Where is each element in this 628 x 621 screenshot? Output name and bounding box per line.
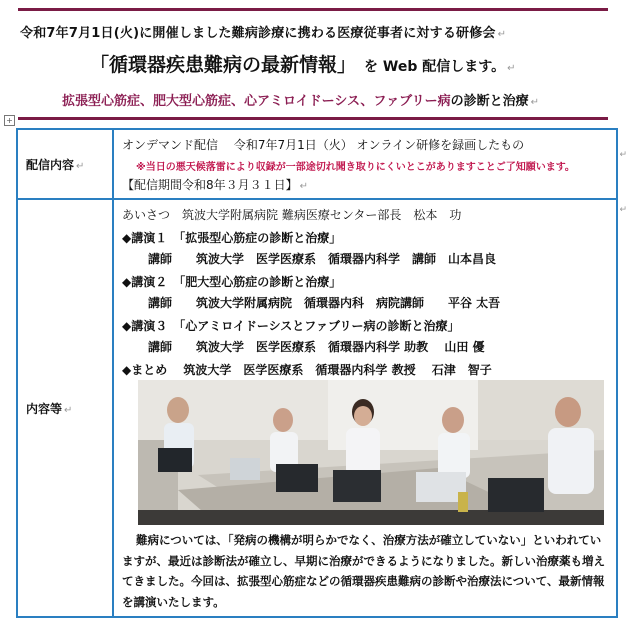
subtitle-tail: の診断と治療 — [450, 94, 529, 109]
page-title: 「循環器疾患難病の最新情報」 を Web 配信します。 ↵ — [90, 54, 516, 76]
content-table — [16, 128, 618, 618]
table-move-handle-icon[interactable]: + — [4, 115, 15, 126]
intro-line: 令和7年7月1日(火)に開催しました難病診療に携わる医療従事者に対する研修会 ↵ — [20, 26, 507, 41]
lecture1-title: ◆講演１ 「拡張型心筋症の診断と治療」 — [122, 231, 342, 245]
lecture3-title: ◆講演３ 「心アミロイドーシスとファブリー病の診断と治療」 — [122, 319, 460, 333]
delivery-note: ※当日の悪天候落雷により収録が一部途切れ聞き取りにくいとこがありますことご了知願います。 — [136, 162, 575, 173]
top-rule — [18, 8, 608, 11]
lecture1-speaker: 講師 筑波大学 医学医療系 循環器内科学 講師 山本昌良 — [148, 252, 497, 266]
meeting-photo — [138, 380, 604, 525]
title-main: 「循環器疾患難病の最新情報」 — [90, 54, 357, 76]
lecture2-speaker: 講師 筑波大学附属病院 循環器内科 病院講師 平谷 太吾 — [148, 296, 501, 310]
lecture3-speaker: 講師 筑波大学 医学医療系 循環器内科学 助教 山田 優 — [148, 340, 485, 354]
label-contents: 内容等 ↵ — [26, 402, 73, 416]
subtitle-diseases: 拡張型心筋症、肥大型心筋症、心アミロイドーシス、ファブリー病 — [62, 94, 451, 109]
lecture2-title: ◆講演２ 「肥大型心筋症の診断と治療」 — [122, 275, 342, 289]
greeting-line: あいさつ 筑波大学附属病院 難病医療センター部長 松本 功 — [122, 208, 462, 222]
delivery-line: オンデマンド配信 令和7年7月1日（火） オンライン研修を録画したもの — [122, 138, 525, 152]
label-delivery: 配信内容 ↵ — [26, 158, 85, 172]
column-divider — [112, 130, 114, 616]
description-paragraph: 難病については、「発病の機構が明らかでなく、治療方法が確立していない」といわれていますが、最近は診断法が確立し、早期に治療ができるようになりました。新しい治療薬も増えてきました。今回は、拡張型心筋症などの循環器疾患難病の診断や治療法について、最新情報を講演いたします。 — [122, 533, 605, 609]
row-end-mark: ↵ — [619, 205, 627, 215]
title-tail: を Web 配信します。 — [364, 59, 506, 75]
row-divider — [18, 198, 616, 200]
row-end-mark: ↵ — [619, 150, 627, 160]
summary-line: ◆まとめ 筑波大学 医学医療系 循環器内科学 教授 石津 智子 — [122, 363, 492, 377]
bottom-rule — [18, 117, 608, 120]
delivery-period: 【配信期間令和8年３月３１日】 ↵ — [122, 178, 309, 192]
subtitle: 拡張型心筋症、肥大型心筋症、心アミロイドーシス、ファブリー病の診断と治療 ↵ — [62, 94, 539, 109]
